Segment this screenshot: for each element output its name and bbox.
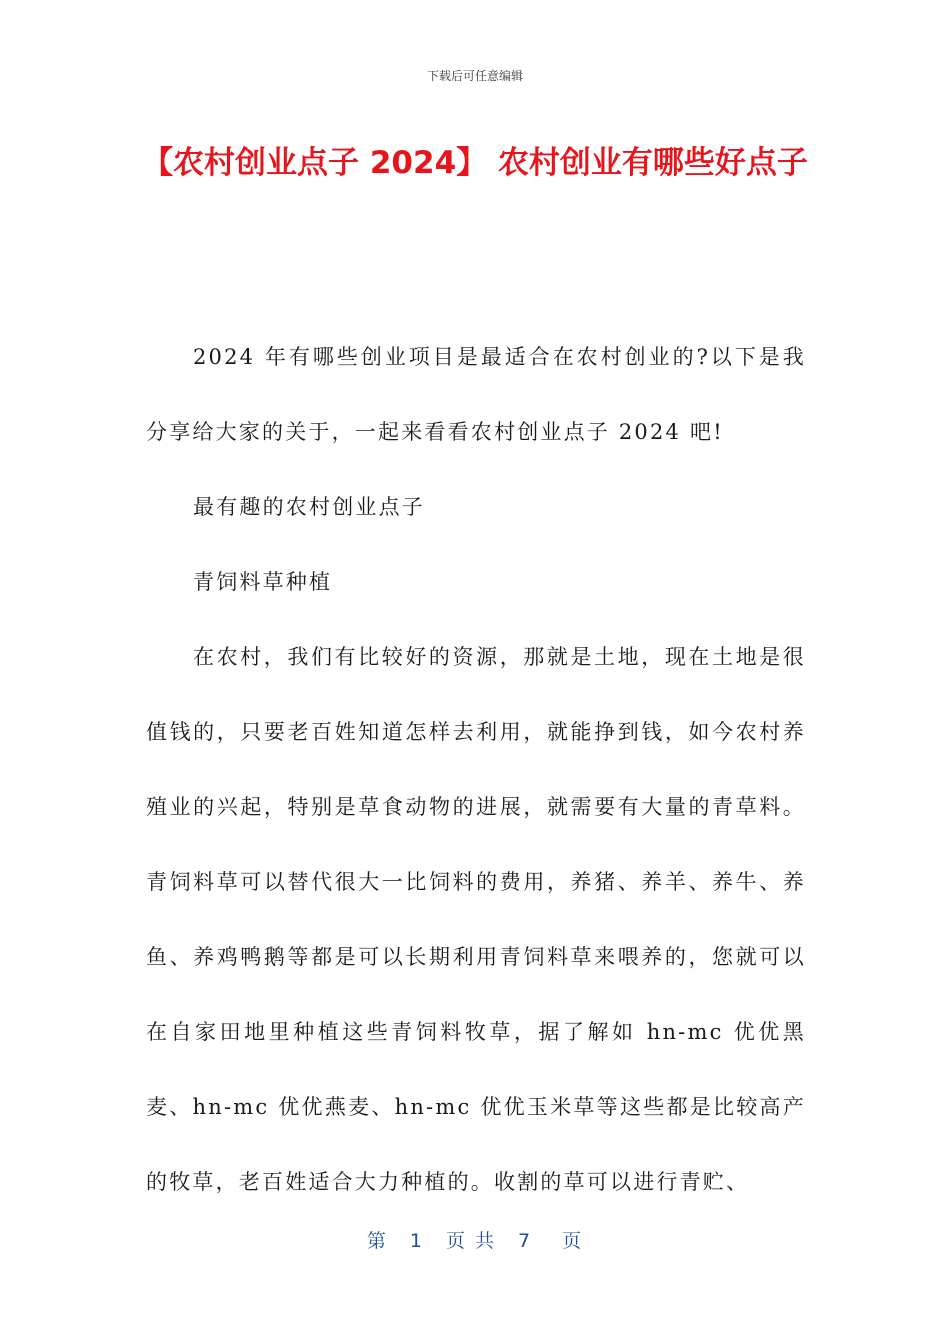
page-current: 1 bbox=[409, 1230, 424, 1252]
header-note: 下载后可任意编辑 bbox=[426, 69, 523, 83]
intro-paragraph: 2024 年有哪些创业项目是最适合在农村创业的?以下是我分享给大家的关于，一起来看看农村创业点子 2024 吧! bbox=[146, 345, 806, 444]
document-body bbox=[146, 320, 806, 1220]
page-middle: 页 共 bbox=[445, 1230, 497, 1252]
document-title: 【农村创业点子 2024】 农村创业有哪些好点子 bbox=[142, 145, 808, 181]
page-prefix: 第 bbox=[366, 1230, 388, 1252]
page-total: 7 bbox=[518, 1230, 533, 1252]
page-number-footer bbox=[0, 1226, 950, 1253]
body-paragraph: 在农村，我们有比较好的资源，那就是土地，现在土地是很值钱的，只要老百姓知道怎样去利用，就能挣到钱，如今农村养殖业的兴起，特别是草食动物的进展，就需要有大量的青草料。青饲料草可以替代很大一比饲料的费用，养猪、养羊、养牛、养鱼、养鸡鸭鹅等都是可以长期利用青饲料草来喂养的，您就可以在自家田地里种植这些青饲料牧草，据了解如 hn-mc 优优黑麦、hn-mc 优优燕麦、hn-mc 优优玉米草等这些都是比较高产的牧草，老百姓适合大力种植的。收割的草可以进行青贮、 bbox=[146, 645, 806, 1194]
section-heading: 最有趣的农村创业点子 bbox=[193, 495, 425, 519]
subsection-heading: 青饲料草种植 bbox=[193, 570, 333, 594]
page-suffix: 页 bbox=[562, 1230, 584, 1252]
